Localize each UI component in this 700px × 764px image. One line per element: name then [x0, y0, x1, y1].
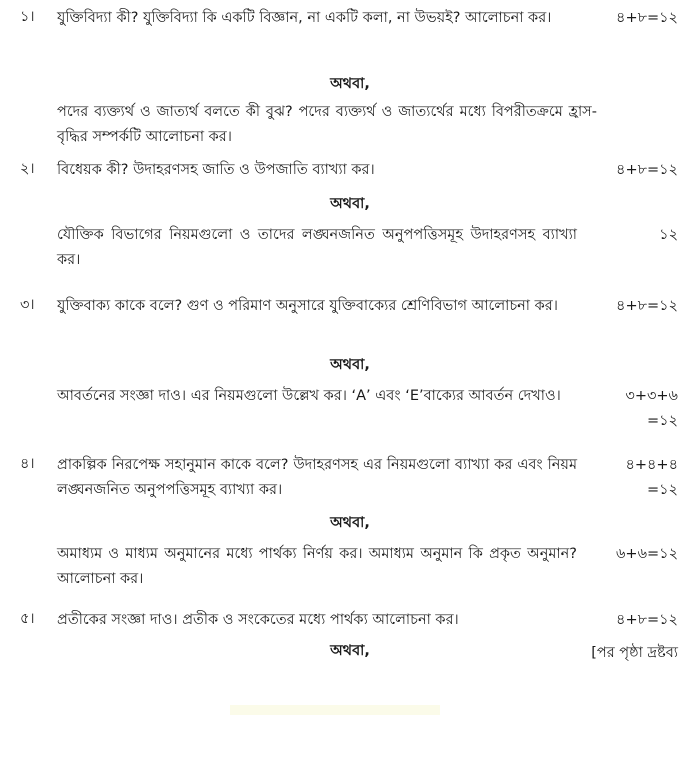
- question-marks: ৪+৮=১২: [616, 612, 678, 628]
- alternative-marks: ১২: [659, 227, 678, 243]
- question-marks: ৪+৮=১২: [616, 298, 678, 314]
- or-separator: অথবা,: [330, 643, 370, 659]
- alternative-marks-line1: ৩+৩+৬: [625, 388, 678, 404]
- or-separator: অথবা,: [330, 515, 370, 531]
- question-text: যুক্তিবিদ্যা কী? যুক্তিবিদ্যা কি একটি বিজ্ঞান, না একটি কলা, না উভয়ই? আলোচনা কর।: [57, 10, 552, 26]
- question-marks: ৪+৮=১২: [616, 162, 678, 178]
- alternative-marks-line2: =১২: [647, 413, 678, 429]
- question-text: যুক্তিবাক্য কাকে বলে? গুণ ও পরিমাণ অনুসারে যুক্তিবাক্যের শ্রেণিবিভাগ আলোচনা কর।: [57, 298, 558, 314]
- question-text: বিধেয়ক কী? উদাহরণসহ জাতি ও উপজাতি ব্যাখ্যা কর।: [57, 162, 375, 178]
- question-number: ৩।: [20, 297, 35, 313]
- alternative-text: পদের ব্যক্ত্যর্থ ও জাত্যর্থ বলতে কী বুঝ? পদের ব্যক্ত্যর্থ ও জাত্যর্থের মধ্যে বিপরীতক্রমে হ্রাস-বৃদ্ধির সম্পর্কটি আলোচনা কর।: [57, 104, 597, 145]
- question-text: প্রাকল্পিক নিরপেক্ষ সহানুমান কাকে বলে? উদাহরণসহ এর নিয়মগুলো ব্যাখ্যা কর এবং নিয়ম লঙ্ঘনজনিত অনুপপত্তিসমূহ ব্যাখ্যা কর।: [57, 457, 577, 498]
- alternative-marks: ৬+৬=১২: [616, 546, 678, 562]
- alternative-text: যৌক্তিক বিভাগের নিয়মগুলো ও তাদের লঙ্ঘনজনিত অনুপপত্তিসমূহ উদাহরণসহ ব্যাখ্যা কর।: [57, 227, 577, 268]
- question-marks: ৪+৮=১২: [616, 10, 678, 26]
- question-number: ২।: [20, 161, 35, 177]
- question-marks-line1: ৪+৪+৪: [625, 457, 678, 473]
- question-text: প্রতীকের সংজ্ঞা দাও। প্রতীক ও সংকেতের মধ্যে পার্থক্য আলোচনা কর।: [57, 612, 459, 628]
- next-page-note: [পর পৃষ্ঠা দ্রষ্টব্য: [591, 645, 678, 661]
- or-separator: অথবা,: [330, 196, 370, 212]
- question-number: ৪।: [20, 456, 35, 472]
- question-number: ১।: [20, 9, 35, 25]
- faint-watermark: [230, 705, 440, 715]
- question-number: ৫।: [20, 611, 35, 627]
- question-marks-line2: =১২: [647, 482, 678, 498]
- or-separator: অথবা,: [330, 76, 370, 92]
- alternative-text: আবর্তনের সংজ্ঞা দাও। এর নিয়মগুলো উল্লেখ কর। ‘A’ এবং ‘E’বাক্যের আবর্তন দেখাও।: [57, 388, 561, 404]
- or-separator: অথবা,: [330, 357, 370, 373]
- alternative-text: অমাধ্যম ও মাধ্যম অনুমানের মধ্যে পার্থক্য নির্ণয় কর। অমাধ্যম অনুমান কি প্রকৃত অনুমান? আলোচনা কর।: [57, 546, 577, 587]
